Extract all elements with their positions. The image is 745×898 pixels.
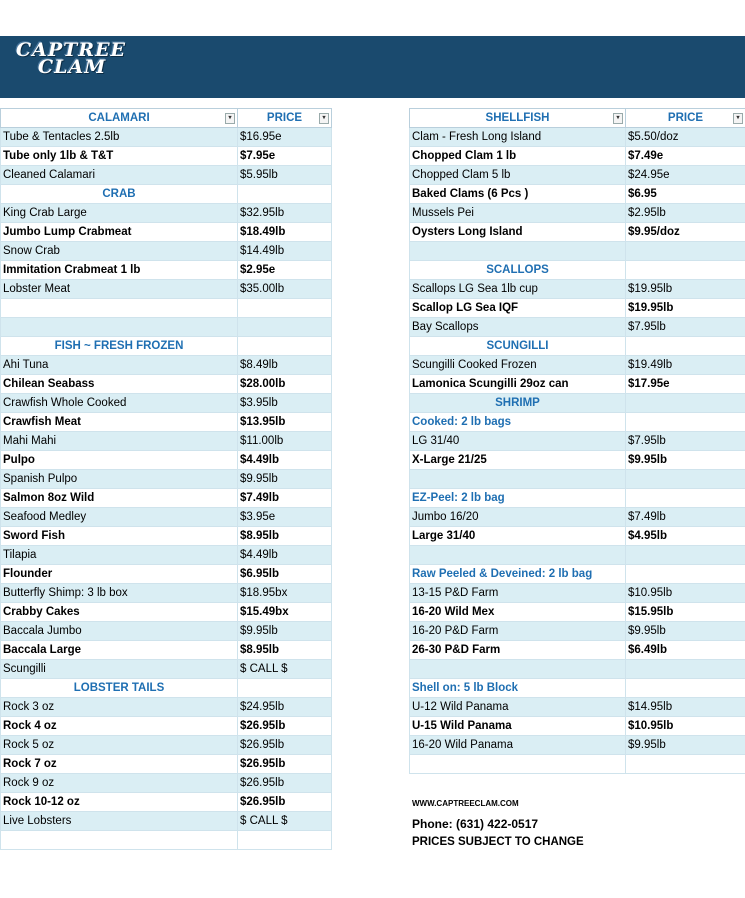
item-name-cell: Bay Scallops — [410, 318, 626, 337]
item-name-cell: Oysters Long Island — [410, 223, 626, 242]
item-price-cell: $5.95lb — [238, 166, 332, 185]
item-price-cell: $14.49lb — [238, 242, 332, 261]
item-price-cell: $7.49lb — [238, 489, 332, 508]
item-name-cell: King Crab Large — [1, 204, 238, 223]
header-banner — [0, 36, 745, 98]
item-price-cell: $2.95e — [238, 261, 332, 280]
table-row — [410, 147, 745, 166]
item-price-cell: $4.95lb — [626, 527, 745, 546]
table-row — [1, 736, 332, 755]
item-name-cell: Baccala Jumbo — [1, 622, 238, 641]
table-row — [410, 622, 745, 641]
table-row — [1, 185, 332, 204]
item-price-cell — [626, 546, 745, 565]
table-row — [1, 204, 332, 223]
empty-cell — [626, 413, 745, 432]
table-row — [1, 660, 332, 679]
table-row — [1, 793, 332, 812]
item-name-cell: Mahi Mahi — [1, 432, 238, 451]
item-name-cell: 26-30 P&D Farm — [410, 641, 626, 660]
item-price-cell: $26.95lb — [238, 774, 332, 793]
section-heading: SHRIMP — [410, 394, 626, 413]
empty-cell — [626, 337, 745, 356]
item-name-cell: Salmon 8oz Wild — [1, 489, 238, 508]
item-name-cell — [410, 242, 626, 261]
item-price-cell — [238, 299, 332, 318]
item-price-cell: $8.95lb — [238, 527, 332, 546]
header-label: SHELLFISH — [485, 112, 550, 124]
table-row — [410, 299, 745, 318]
item-name-cell: Scungilli — [1, 660, 238, 679]
item-price-cell — [626, 660, 745, 679]
item-price-cell: $13.95lb — [238, 413, 332, 432]
item-name-cell: Spanish Pulpo — [1, 470, 238, 489]
table-row — [410, 717, 745, 736]
item-name-cell: U-15 Wild Panama — [410, 717, 626, 736]
item-price-cell: $7.95lb — [626, 318, 745, 337]
table-row — [1, 375, 332, 394]
item-name-cell: 16-20 P&D Farm — [410, 622, 626, 641]
section-heading: SCUNGILLI — [410, 337, 626, 356]
item-price-cell: $8.95lb — [238, 641, 332, 660]
item-name-cell — [1, 318, 238, 337]
item-name-cell — [410, 755, 626, 774]
item-name-cell: Snow Crab — [1, 242, 238, 261]
item-name-cell: Flounder — [1, 565, 238, 584]
logo-line-1: CAPTREE — [16, 39, 127, 61]
item-price-cell: $19.95lb — [626, 299, 745, 318]
header-label: CALAMARI — [88, 112, 150, 124]
item-name-cell: Rock 9 oz — [1, 774, 238, 793]
item-price-cell: $3.95e — [238, 508, 332, 527]
price-header[interactable] — [626, 109, 745, 128]
item-name-cell: Rock 5 oz — [1, 736, 238, 755]
section-heading: LOBSTER TAILS — [1, 679, 238, 698]
table-row — [410, 451, 745, 470]
item-name-cell: Crabby Cakes — [1, 603, 238, 622]
item-name-cell: Seafood Medley — [1, 508, 238, 527]
item-price-cell — [626, 755, 745, 774]
table-row — [410, 337, 745, 356]
item-name-cell: Crawfish Whole Cooked — [1, 394, 238, 413]
table-row — [1, 413, 332, 432]
filter-dropdown-icon[interactable]: ▾ — [319, 113, 329, 124]
item-price-cell: $7.95lb — [626, 432, 745, 451]
item-price-cell: $16.95e — [238, 128, 332, 147]
table-row — [410, 356, 745, 375]
price-header[interactable] — [238, 109, 332, 128]
empty-cell — [626, 565, 745, 584]
table-row — [1, 584, 332, 603]
table-row — [410, 508, 745, 527]
item-name-cell: Ahi Tuna — [1, 356, 238, 375]
header-row — [1, 109, 332, 128]
item-price-cell: $19.49lb — [626, 356, 745, 375]
subsection-heading: Shell on: 5 lb Block — [410, 679, 626, 698]
table-row — [410, 527, 745, 546]
item-price-cell: $4.49lb — [238, 451, 332, 470]
item-price-cell: $24.95e — [626, 166, 745, 185]
item-price-cell: $2.95lb — [626, 204, 745, 223]
item-name-cell: Rock 4 oz — [1, 717, 238, 736]
item-price-cell: $28.00lb — [238, 375, 332, 394]
empty-cell — [626, 489, 745, 508]
subsection-heading: Cooked: 2 lb bags — [410, 413, 626, 432]
table-row — [410, 698, 745, 717]
item-price-cell: $26.95lb — [238, 793, 332, 812]
item-price-cell — [238, 831, 332, 850]
item-name-cell — [410, 470, 626, 489]
table-row — [410, 546, 745, 565]
filter-dropdown-icon[interactable]: ▾ — [613, 113, 623, 124]
section-heading: SCALLOPS — [410, 261, 626, 280]
table-row — [410, 280, 745, 299]
table-row — [410, 128, 745, 147]
item-name-cell: X-Large 21/25 — [410, 451, 626, 470]
table-row — [410, 736, 745, 755]
table-row — [410, 584, 745, 603]
table-row — [410, 755, 745, 774]
item-name-cell: Crawfish Meat — [1, 413, 238, 432]
item-price-cell: $9.95lb — [238, 470, 332, 489]
table-row — [1, 451, 332, 470]
item-price-cell: $35.00lb — [238, 280, 332, 299]
table-row — [410, 470, 745, 489]
item-name-cell: Sword Fish — [1, 527, 238, 546]
table-row — [1, 166, 332, 185]
item-price-cell: $ CALL $ — [238, 812, 332, 831]
item-name-cell: U-12 Wild Panama — [410, 698, 626, 717]
empty-cell — [238, 185, 332, 204]
table-row — [1, 489, 332, 508]
item-price-cell: $24.95lb — [238, 698, 332, 717]
item-name-cell: Immitation Crabmeat 1 lb — [1, 261, 238, 280]
item-name-cell: Rock 3 oz — [1, 698, 238, 717]
item-name-cell: Rock 10-12 oz — [1, 793, 238, 812]
header-label: PRICE — [266, 112, 303, 124]
item-price-cell: $ CALL $ — [238, 660, 332, 679]
filter-dropdown-icon[interactable]: ▾ — [225, 113, 235, 124]
item-price-cell: $7.49lb — [626, 508, 745, 527]
table-row — [1, 698, 332, 717]
logo-line-2: CLAM — [38, 56, 107, 78]
item-price-cell: $6.49lb — [626, 641, 745, 660]
table-row — [1, 356, 332, 375]
item-price-cell: $4.49lb — [238, 546, 332, 565]
item-name-cell: Large 31/40 — [410, 527, 626, 546]
category-header[interactable] — [410, 109, 626, 128]
item-name-cell: 13-15 P&D Farm — [410, 584, 626, 603]
captree-clam-logo — [16, 39, 127, 78]
table-row — [410, 261, 745, 280]
item-name-cell: Butterfly Shimp: 3 lb box — [1, 584, 238, 603]
item-name-cell: Chopped Clam 5 lb — [410, 166, 626, 185]
item-name-cell: Scallop LG Sea IQF — [410, 299, 626, 318]
item-price-cell: $9.95lb — [626, 622, 745, 641]
header-label: PRICE — [667, 112, 704, 124]
item-price-cell: $9.95lb — [238, 622, 332, 641]
item-name-cell: Jumbo 16/20 — [410, 508, 626, 527]
table-row — [410, 204, 745, 223]
item-price-cell: $3.95lb — [238, 394, 332, 413]
item-price-cell: $15.95lb — [626, 603, 745, 622]
item-price-cell: $18.49lb — [238, 223, 332, 242]
table-row — [1, 299, 332, 318]
table-row — [1, 261, 332, 280]
website-text: WWW.CAPTREECLAM.COM — [412, 799, 519, 808]
table-row — [410, 166, 745, 185]
table-row — [410, 318, 745, 337]
table-row — [410, 432, 745, 451]
table-row — [410, 223, 745, 242]
table-row — [410, 679, 745, 698]
item-name-cell: 16-20 Wild Panama — [410, 736, 626, 755]
header-row — [410, 109, 745, 128]
table-row — [410, 394, 745, 413]
item-price-cell: $18.95bx — [238, 584, 332, 603]
item-price-cell: $26.95lb — [238, 717, 332, 736]
table-row — [1, 679, 332, 698]
item-name-cell: Tube & Tentacles 2.5lb — [1, 128, 238, 147]
item-name-cell: Scungilli Cooked Frozen — [410, 356, 626, 375]
shellfish-price-table — [409, 108, 745, 774]
table-row — [410, 489, 745, 508]
item-price-cell: $10.95lb — [626, 717, 745, 736]
item-name-cell — [1, 831, 238, 850]
table-row — [1, 508, 332, 527]
item-name-cell: LG 31/40 — [410, 432, 626, 451]
empty-cell — [238, 679, 332, 698]
subsection-heading: EZ-Peel: 2 lb bag — [410, 489, 626, 508]
item-price-cell: $26.95lb — [238, 755, 332, 774]
item-name-cell: Lobster Meat — [1, 280, 238, 299]
item-price-cell — [626, 470, 745, 489]
item-name-cell: Pulpo — [1, 451, 238, 470]
item-price-cell: $32.95lb — [238, 204, 332, 223]
item-name-cell — [1, 299, 238, 318]
table-row — [410, 375, 745, 394]
table-row — [410, 603, 745, 622]
table-row — [1, 470, 332, 489]
category-header[interactable] — [1, 109, 238, 128]
item-name-cell: Scallops LG Sea 1lb cup — [410, 280, 626, 299]
item-price-cell: $10.95lb — [626, 584, 745, 603]
table-row — [1, 128, 332, 147]
section-heading: FISH ~ FRESH FROZEN — [1, 337, 238, 356]
table-row — [1, 280, 332, 299]
table-row — [1, 622, 332, 641]
item-price-cell — [626, 242, 745, 261]
section-heading: CRAB — [1, 185, 238, 204]
item-name-cell: Mussels Pei — [410, 204, 626, 223]
table-row — [1, 147, 332, 166]
item-price-cell: $6.95lb — [238, 565, 332, 584]
table-row — [1, 603, 332, 622]
table-row — [410, 660, 745, 679]
item-name-cell — [410, 546, 626, 565]
table-row — [1, 242, 332, 261]
item-price-cell: $8.49lb — [238, 356, 332, 375]
table-row — [1, 812, 332, 831]
item-name-cell: Baked Clams (6 Pcs ) — [410, 185, 626, 204]
table-row — [1, 717, 332, 736]
item-price-cell: $19.95lb — [626, 280, 745, 299]
table-row — [1, 755, 332, 774]
subsection-heading: Raw Peeled & Deveined: 2 lb bag — [410, 565, 626, 584]
item-name-cell: Chopped Clam 1 lb — [410, 147, 626, 166]
item-name-cell: Lamonica Scungilli 29oz can — [410, 375, 626, 394]
item-price-cell: $14.95lb — [626, 698, 745, 717]
item-name-cell: Clam - Fresh Long Island — [410, 128, 626, 147]
item-name-cell: Cleaned Calamari — [1, 166, 238, 185]
empty-cell — [626, 261, 745, 280]
table-row — [1, 337, 332, 356]
item-price-cell: $15.49bx — [238, 603, 332, 622]
table-row — [410, 185, 745, 204]
table-row — [1, 565, 332, 584]
item-price-cell: $5.50/doz — [626, 128, 745, 147]
item-price-cell: $7.49e — [626, 147, 745, 166]
table-row — [1, 546, 332, 565]
item-price-cell: $9.95/doz — [626, 223, 745, 242]
empty-cell — [626, 679, 745, 698]
table-row — [1, 774, 332, 793]
table-row — [1, 318, 332, 337]
table-row — [1, 641, 332, 660]
table-row — [1, 527, 332, 546]
table-row — [410, 413, 745, 432]
item-price-cell: $9.95lb — [626, 736, 745, 755]
item-price-cell: $11.00lb — [238, 432, 332, 451]
table-row — [1, 432, 332, 451]
calamari-price-table — [0, 108, 332, 850]
item-price-cell: $9.95lb — [626, 451, 745, 470]
price-notice: PRICES SUBJECT TO CHANGE — [412, 836, 584, 848]
item-price-cell: $6.95 — [626, 185, 745, 204]
table-row — [410, 242, 745, 261]
item-name-cell: Tilapia — [1, 546, 238, 565]
item-name-cell: Jumbo Lump Crabmeat — [1, 223, 238, 242]
item-name-cell: Baccala Large — [1, 641, 238, 660]
table-row — [410, 565, 745, 584]
table-row — [1, 394, 332, 413]
table-row — [410, 641, 745, 660]
item-name-cell: Tube only 1lb & T&T — [1, 147, 238, 166]
item-name-cell: 16-20 Wild Mex — [410, 603, 626, 622]
empty-cell — [626, 394, 745, 413]
item-name-cell: Rock 7 oz — [1, 755, 238, 774]
empty-cell — [238, 337, 332, 356]
item-name-cell: Chilean Seabass — [1, 375, 238, 394]
item-name-cell — [410, 660, 626, 679]
filter-dropdown-icon[interactable]: ▾ — [733, 113, 743, 124]
phone-text: Phone: (631) 422-0517 — [412, 817, 539, 831]
item-price-cell: $26.95lb — [238, 736, 332, 755]
item-name-cell: Live Lobsters — [1, 812, 238, 831]
item-price-cell: $7.95e — [238, 147, 332, 166]
table-row — [1, 831, 332, 850]
table-row — [1, 223, 332, 242]
item-price-cell — [238, 318, 332, 337]
item-price-cell: $17.95e — [626, 375, 745, 394]
